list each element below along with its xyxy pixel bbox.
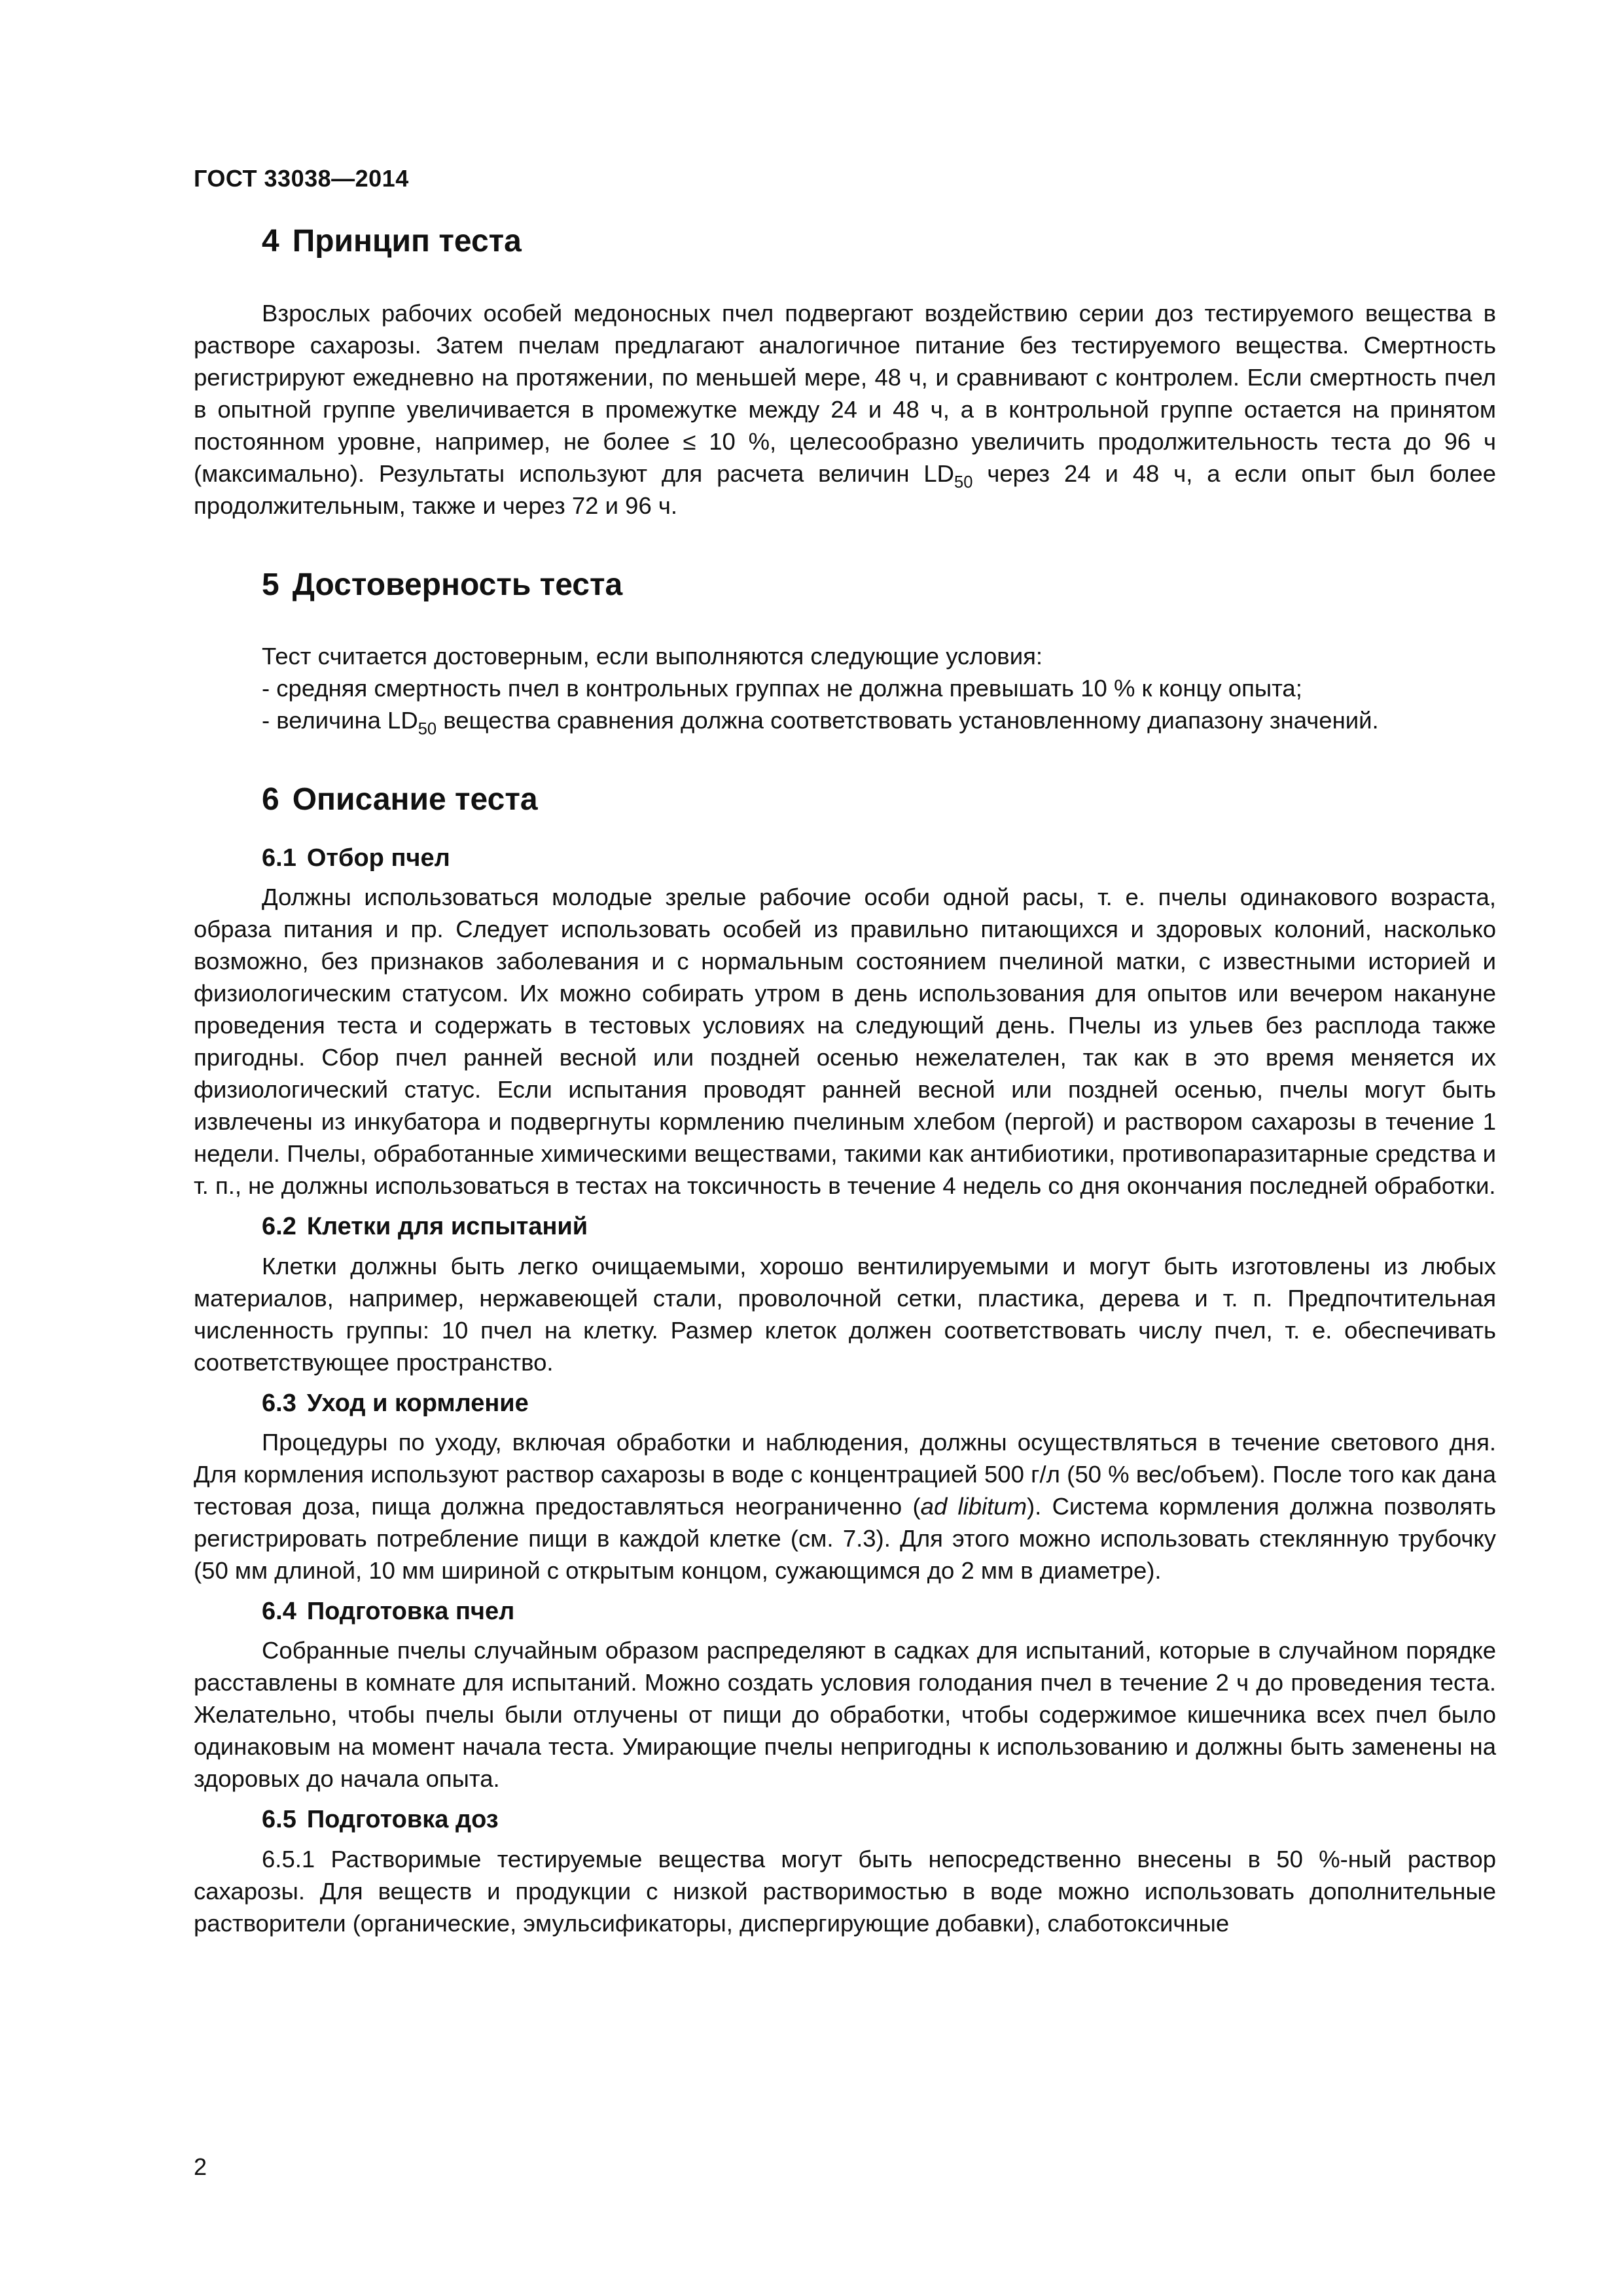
paragraph-text: ). Система кормления должна позволять регистрировать потребление пищи в каждой клетке (см. 7.3). Для этого можно использовать стеклянную трубочку (50 мм длиной, 10 мм шириной с открытым концом, сужающимся до 2 мм в диаметре). [194, 1492, 1496, 1584]
page-number: 2 [194, 2153, 207, 2180]
paragraph-text: - величина LD [262, 707, 418, 734]
subsection-number: 6.5 [262, 1806, 296, 1834]
section-title: Описание теста [292, 782, 538, 817]
subsection-title: Подготовка пчел [306, 1597, 515, 1625]
subsection-paragraph: Собранные пчелы случайным образом распределяют в садках для испытаний, которые в случайном порядке расставлены в комнате для испытаний. Можно создать условия голодания пчел в течение 2 ч до проведения теста. Желательно, чтобы пчелы были отлучены от пищи до обработки, чтобы содержимое кишечника всех пчел было одинаковым на момент начала теста. Умирающие пчелы непригодны к использованию и должны быть заменены на здоровых до начала опыта. [194, 1637, 1496, 1793]
section-5 [194, 566, 1496, 737]
section-6-heading [194, 781, 1496, 819]
subsection-heading [194, 842, 1496, 874]
section-5-heading [194, 566, 1496, 604]
italic-term: ad libitum [920, 1492, 1027, 1520]
subsection-paragraph: Должны использоваться молодые зрелые рабочие особи одной расы, т. е. пчелы одинакового возраста, образа питания и пр. Следует использовать особей из правильно питающихся и здоровых колоний, насколько возможно, без признаков заболевания и с нормальным состоянием пчелиной матки, с известными историей и физиологическим статусом. Их можно собирать утром в день использования для опытов или вечером накануне проведения теста и содержать в тестовых условиях на следующий день. Пчелы из ульев без расплода также пригодны. Сбор пчел ранней весной или поздней осенью нежелателен, так как в это время меняется их физиологический статус. Если испытания проводят ранней весной или поздней осенью, пчелы могут быть извлечены из инкубатора и подвергнуты кормлению пчелиным хлебом (пергой) и раствором сахарозы в течение 1 недели. Пчелы, обработанные химическими веществами, такими как антибиотики, противопаразитарные средства и т. п., не должны использоваться в тестах на токсичность в течение 4 недель со дня окончания последней обработки. [194, 884, 1496, 1200]
document-header: ГОСТ 33038—2014 [194, 165, 409, 192]
subsection-title: Отбор пчел [306, 844, 450, 872]
subsection-number: 6.1 [262, 844, 296, 872]
subscript: 50 [954, 473, 973, 492]
subsection-paragraph: 6.5.1 Растворимые тестируемые вещества могут быть непосредственно внесены в 50 %-ный раствор сахарозы. Для веществ и продукции с низкой растворимостью в воде можно использовать дополнительные растворители (органические, эмульсификаторы, диспергирующие добавки), слаботоксичные [194, 1845, 1496, 1937]
paragraph-text: через 24 и 48 ч, а если опыт был более продолжительным, также и через 72 и 96 ч. [194, 459, 1496, 519]
section-number: 4 [262, 224, 279, 259]
subsection-heading [194, 1388, 1496, 1420]
subsection-6-3 [194, 1388, 1496, 1587]
section-6 [194, 781, 1496, 1939]
paragraph-text: вещества сравнения должна соответствовать установленному диапазону значений. [437, 707, 1379, 734]
conditions-intro: Тест считается достоверным, если выполняются следующие условия: [262, 643, 1043, 670]
section-4 [194, 223, 1496, 522]
subsection-6-5 [194, 1804, 1496, 1939]
section-4-paragraph [194, 297, 1496, 522]
section-4-heading [194, 223, 1496, 260]
section-title: Достоверность теста [292, 567, 623, 602]
subsection-number: 6.2 [262, 1213, 296, 1241]
subsection-6-1 [194, 842, 1496, 1202]
subsection-number: 6.4 [262, 1597, 296, 1625]
condition-item [194, 704, 1496, 739]
subsection-heading [194, 1804, 1496, 1836]
subsection-heading [194, 1211, 1496, 1243]
section-number: 6 [262, 782, 279, 817]
subsection-number: 6.3 [262, 1389, 296, 1417]
subsection-paragraph: Клетки должны быть легко очищаемыми, хорошо вентилируемыми и могут быть изготовлены из любых материалов, например, нержавеющей стали, проволочной сетки, пластика, дерева и т. п. Предпочтительная численность группы: 10 пчел на клетку. Размер клеток должен соответствовать числу пчел, т. е. обеспечивать соответствующее пространство. [194, 1252, 1496, 1376]
subsection-paragraph [194, 1426, 1496, 1587]
subsection-title: Подготовка доз [306, 1806, 499, 1834]
paragraph-text: Взрослых рабочих особей медоносных пчел подвергают воздействию серии доз тестируемого вещества в растворе сахарозы. Затем пчелам предлагают аналогичное питание без тестируемого вещества. Смертность регистрируют ежедневно на протяжении, по меньшей мере, 48 ч, и сравнивают с контролем. Если смертность пчел в опытной группе увеличивается в промежутке между 24 и 48 ч, а в контрольной группе остается на принятом постоянном уровне, например, не более ≤ 10 %, целесообразно увеличить продолжительность теста до 96 ч (максимально). Результаты используют для расчета величин LD [194, 299, 1496, 487]
condition-item: - средняя смертность пчел в контрольных группах не должна превышать 10 % к концу опыта; [262, 675, 1302, 702]
subsection-6-2 [194, 1211, 1496, 1378]
section-title: Принцип теста [292, 224, 522, 259]
subsection-6-4 [194, 1596, 1496, 1795]
subscript: 50 [418, 720, 437, 739]
subsection-title: Клетки для испытаний [306, 1213, 588, 1241]
subsection-title: Уход и кормление [306, 1389, 529, 1417]
page-content [194, 223, 1496, 1948]
paragraph-text: Процедуры по уходу, включая обработки и наблюдения, должны осуществляться в течение светового дня. Для кормления используют раствор сахарозы в воде с концентрацией 500 г/л (50 % вес/объем). После того как дана тестовая доза, пища должна предоставляться неограниченно ( [194, 1428, 1496, 1520]
section-number: 5 [262, 567, 279, 602]
subsection-heading [194, 1596, 1496, 1628]
